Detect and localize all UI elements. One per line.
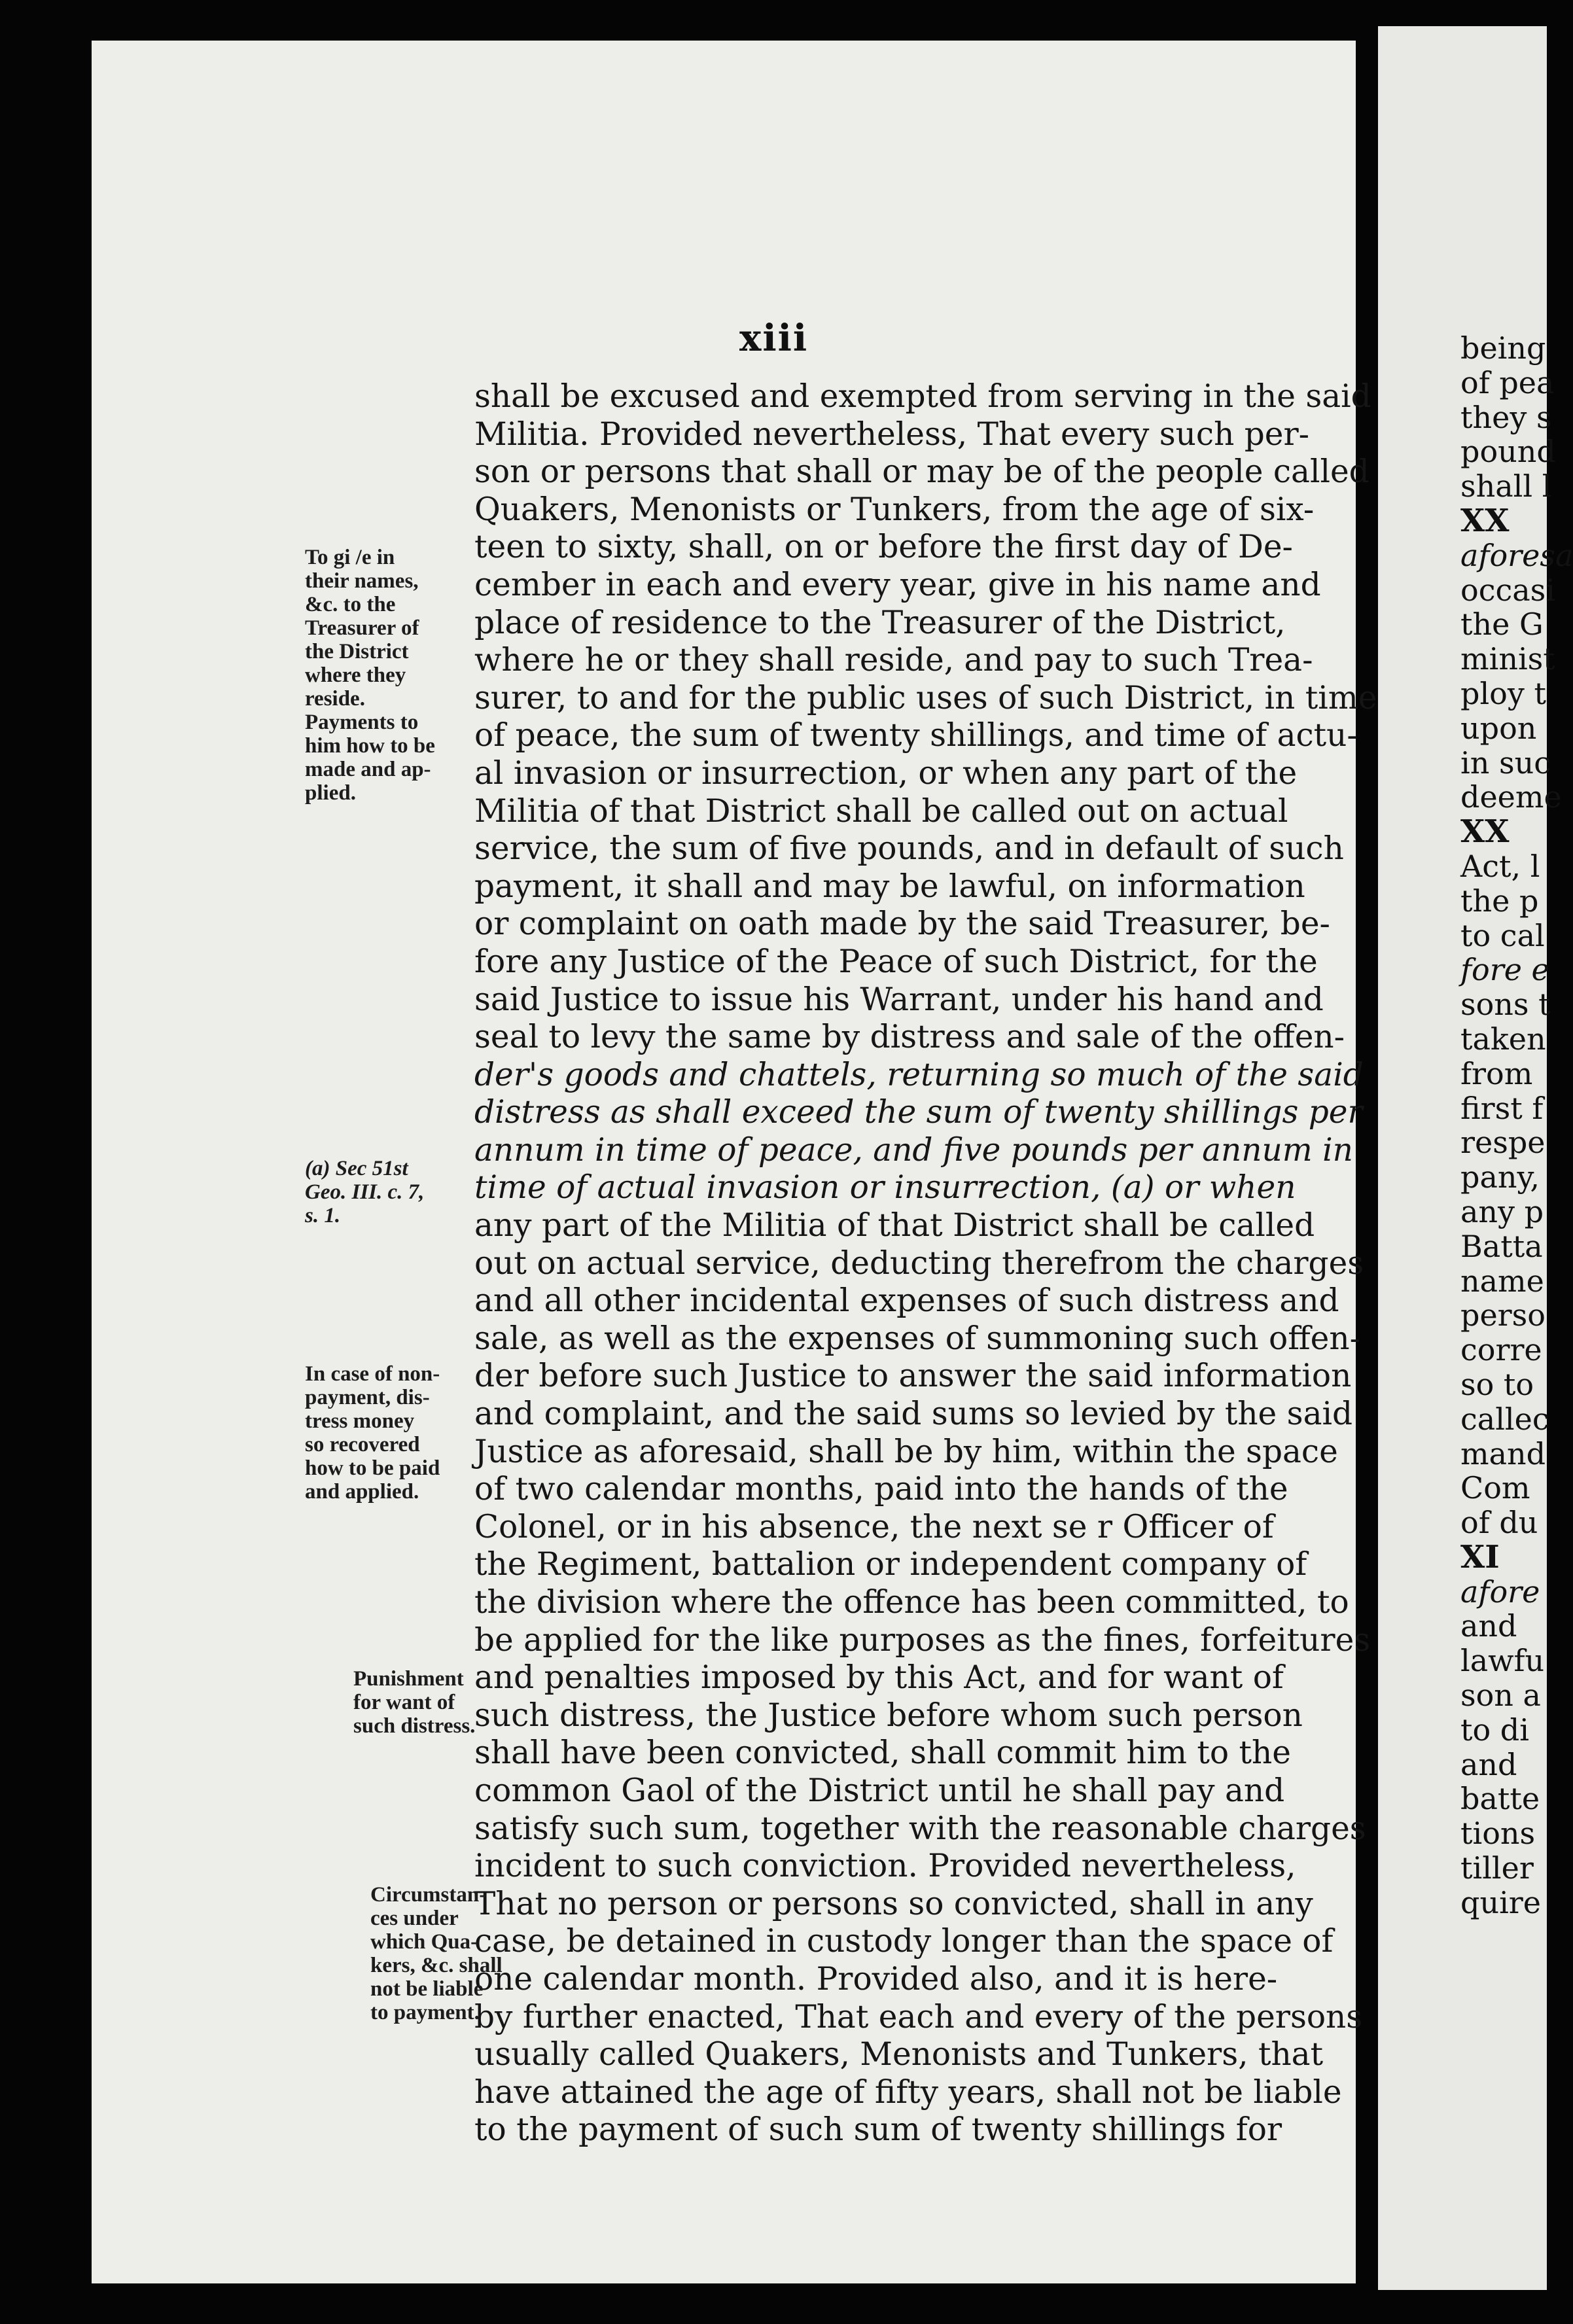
text-line: such distress, the Justice before whom such person — [474, 1697, 1303, 1734]
right-text-line: pound — [1460, 434, 1556, 470]
margin-note-line: how to be paid — [305, 1456, 440, 1480]
text-line: surer, to and for the public uses of such District, in time — [474, 679, 1377, 716]
right-text-line: callec — [1460, 1401, 1549, 1437]
right-text-line: tiller — [1460, 1850, 1534, 1886]
text-line: of peace, the sum of twenty shillings, and time of actu- — [474, 717, 1358, 754]
right-text-line: Act, l — [1460, 848, 1540, 884]
margin-note-line: Treasurer of — [305, 616, 419, 640]
text-line: sale, as well as the expenses of summoning such offen- — [474, 1320, 1360, 1357]
margin-note-non-payment — [305, 1362, 482, 1504]
text-line: one calendar month. Provided also, and it is here- — [474, 1960, 1278, 1998]
text-line: That no person or persons so convicted, shall in any — [474, 1885, 1313, 1922]
margin-note-line: so recovered — [305, 1433, 420, 1456]
text-line: or complaint on oath made by the said Treasurer, be- — [474, 906, 1330, 943]
margin-note-line: reside. — [305, 687, 365, 711]
text-line: Militia. Provided nevertheless, That every such per- — [474, 415, 1310, 453]
text-line: al invasion or insurrection, or when any part of the — [474, 754, 1298, 792]
right-text-line: first f — [1460, 1090, 1544, 1126]
text-line: shall be excused and exempted from serving in the said — [474, 378, 1371, 415]
margin-note-line: tress money — [305, 1409, 415, 1433]
right-page-text — [1460, 330, 1573, 1920]
margin-note-line: where they — [305, 663, 406, 687]
text-line: Quakers, Menonists or Tunkers, from the age of six- — [474, 491, 1315, 528]
text-line: fore any Justice of the Peace of such District, for the — [474, 943, 1318, 980]
text-line: teen to sixty, shall, on or before the first day of De- — [474, 529, 1293, 566]
margin-note-line: to payment. — [370, 2001, 480, 2024]
margin-note-punishment — [353, 1667, 530, 1738]
right-section-heading: XX — [1460, 813, 1510, 851]
right-text-line: any p — [1460, 1193, 1544, 1229]
margin-note-line: their names, — [305, 569, 419, 593]
right-text-line: perso — [1460, 1297, 1546, 1333]
right-text-line: ploy t — [1460, 675, 1546, 711]
text-line: the division where the offence has been committed, to — [474, 1584, 1349, 1621]
right-text-line: tions — [1460, 1816, 1536, 1852]
right-text-line: of pea — [1460, 364, 1555, 400]
margin-note-line: and applied. — [305, 1480, 419, 1504]
margin-note-line: (a) Sec 51st — [305, 1157, 408, 1180]
margin-note-line: payment, dis- — [305, 1386, 430, 1409]
text-line: Militia of that District shall be called out on actual — [474, 792, 1288, 830]
margin-note-line: for want of — [353, 1691, 455, 1714]
text-line: cember in each and every year, give in his name and — [474, 566, 1321, 603]
page-number: xiii — [739, 317, 809, 360]
right-text-line: aforesa — [1460, 537, 1573, 573]
right-text-line: being — [1460, 330, 1546, 366]
text-line: to the payment of such sum of twenty shillings for — [474, 2111, 1282, 2149]
right-text-line: minist — [1460, 641, 1555, 677]
right-text-line: sons t — [1460, 987, 1551, 1023]
text-line: where he or they shall reside, and pay to such Trea- — [474, 642, 1313, 679]
right-text-line: lawfu — [1460, 1643, 1545, 1679]
right-text-line: mand — [1460, 1435, 1546, 1471]
margin-note-line: Circumstan- — [370, 1883, 487, 1907]
right-text-line: shall l — [1460, 468, 1552, 504]
right-text-line: they s — [1460, 399, 1552, 435]
right-text-line: pany, — [1460, 1159, 1540, 1195]
text-line: of two calendar months, paid into the hands of the — [474, 1471, 1288, 1508]
margin-note-line: ces under — [370, 1907, 459, 1930]
margin-note-line: Payments to — [305, 711, 419, 734]
text-line: and complaint, and the said sums so levied by the said — [474, 1396, 1353, 1433]
margin-note-line: In case of non- — [305, 1362, 440, 1386]
margin-note-line: not be liable — [370, 1977, 484, 2001]
right-text-line: name — [1460, 1263, 1544, 1299]
right-text-line: to di — [1460, 1712, 1529, 1748]
text-line: shall have been convicted, shall commit him to the — [474, 1734, 1291, 1772]
text-line: out on actual service, deducting therefrom the charges — [474, 1244, 1364, 1282]
right-text-line: deeme — [1460, 779, 1562, 815]
text-line: payment, it shall and may be lawful, on information — [474, 868, 1305, 905]
text-line: and penalties imposed by this Act, and for want of — [474, 1659, 1284, 1697]
right-text-line: and — [1460, 1608, 1517, 1644]
text-line: said Justice to issue his Warrant, under his hand and — [474, 981, 1324, 1018]
margin-note-line: plied. — [305, 781, 356, 805]
margin-note-line: To gi /e in — [305, 546, 395, 569]
margin-note-line: which Qua- — [370, 1930, 478, 1954]
text-line: service, the sum of five pounds, and in default of such — [474, 830, 1344, 868]
margin-note-reference — [305, 1157, 482, 1227]
text-line: satisfy such sum, together with the reasonable charges — [474, 1810, 1366, 1847]
margin-note-line: the District — [305, 640, 409, 663]
text-line: son or persons that shall or may be of the people called — [474, 453, 1370, 491]
right-text-line: to cal — [1460, 917, 1545, 953]
margin-note-line: him how to be — [305, 734, 435, 758]
text-line: common Gaol of the District until he shall pay and — [474, 1772, 1285, 1809]
right-text-line: afore — [1460, 1574, 1540, 1610]
margin-note-line: Geo. III. c. 7, — [305, 1180, 425, 1204]
margin-note-circumstances — [370, 1883, 547, 2024]
right-text-line: fore e — [1460, 952, 1549, 988]
margin-note-line: made and ap- — [305, 758, 431, 781]
text-line: time of actual invasion or insurrection, (a) or when — [474, 1169, 1296, 1206]
right-text-line: batte — [1460, 1781, 1540, 1817]
text-line: der's goods and chattels, returning so much of the said — [474, 1056, 1364, 1093]
margin-note-line: kers, &c. shall — [370, 1954, 503, 1977]
right-text-line: so to — [1460, 1366, 1534, 1402]
text-line: der before such Justice to answer the said information — [474, 1358, 1352, 1395]
text-line: the Regiment, battalion or independent company of — [474, 1546, 1307, 1583]
margin-note-treasurer — [305, 546, 482, 805]
margin-note-line: such distress. — [353, 1714, 476, 1738]
text-line: incident to such conviction. Provided nevertheless, — [474, 1848, 1296, 1885]
text-line: usually called Quakers, Menonists and Tunkers, that — [474, 2036, 1324, 2073]
text-line: distress as shall exceed the sum of twenty shillings per — [474, 1094, 1363, 1131]
right-text-line: quire — [1460, 1884, 1541, 1920]
right-text-line: upon — [1460, 710, 1537, 746]
text-line: seal to levy the same by distress and sale of the offen- — [474, 1019, 1345, 1056]
text-line: have attained the age of fifty years, shall not be liable — [474, 2073, 1342, 2111]
right-section-heading: XX — [1460, 502, 1510, 539]
text-line: place of residence to the Treasurer of the District, — [474, 604, 1286, 641]
right-text-line: taken — [1460, 1021, 1546, 1057]
right-text-line: in suc — [1460, 745, 1551, 781]
text-line: and all other incidental expenses of such distress and — [474, 1282, 1339, 1320]
main-text-block — [474, 378, 1377, 2149]
text-line: by further enacted, That each and every of the persons — [474, 1998, 1363, 2035]
right-section-heading: XI — [1460, 1538, 1500, 1576]
text-line: Justice as aforesaid, shall be by him, within the space — [474, 1433, 1338, 1470]
right-text-line: and — [1460, 1746, 1517, 1782]
text-line: Colonel, or in his absence, the next se r Officer of — [474, 1508, 1274, 1545]
right-text-line: Com — [1460, 1470, 1530, 1506]
right-text-line: the p — [1460, 883, 1539, 919]
right-text-line: of du — [1460, 1505, 1538, 1541]
right-text-line: respe — [1460, 1125, 1546, 1161]
margin-note-line: s. 1. — [305, 1204, 341, 1227]
right-text-line: corre — [1460, 1332, 1542, 1368]
text-line: be applied for the like purposes as the fines, forfeitures — [474, 1621, 1371, 1659]
text-line: any part of the Militia of that District shall be called — [474, 1207, 1315, 1244]
margin-note-line: Punishment — [353, 1667, 464, 1691]
right-text-line: the G — [1460, 607, 1544, 643]
margin-note-line: &c. to the — [305, 593, 396, 616]
right-text-line: from — [1460, 1055, 1533, 1091]
text-line: case, be detained in custody longer than the space of — [474, 1923, 1334, 1960]
right-text-line: Batta — [1460, 1228, 1543, 1264]
text-line: annum in time of peace, and five pounds per annum in — [474, 1131, 1353, 1169]
right-text-line: son a — [1460, 1678, 1541, 1714]
right-text-line: occasi — [1460, 572, 1555, 608]
